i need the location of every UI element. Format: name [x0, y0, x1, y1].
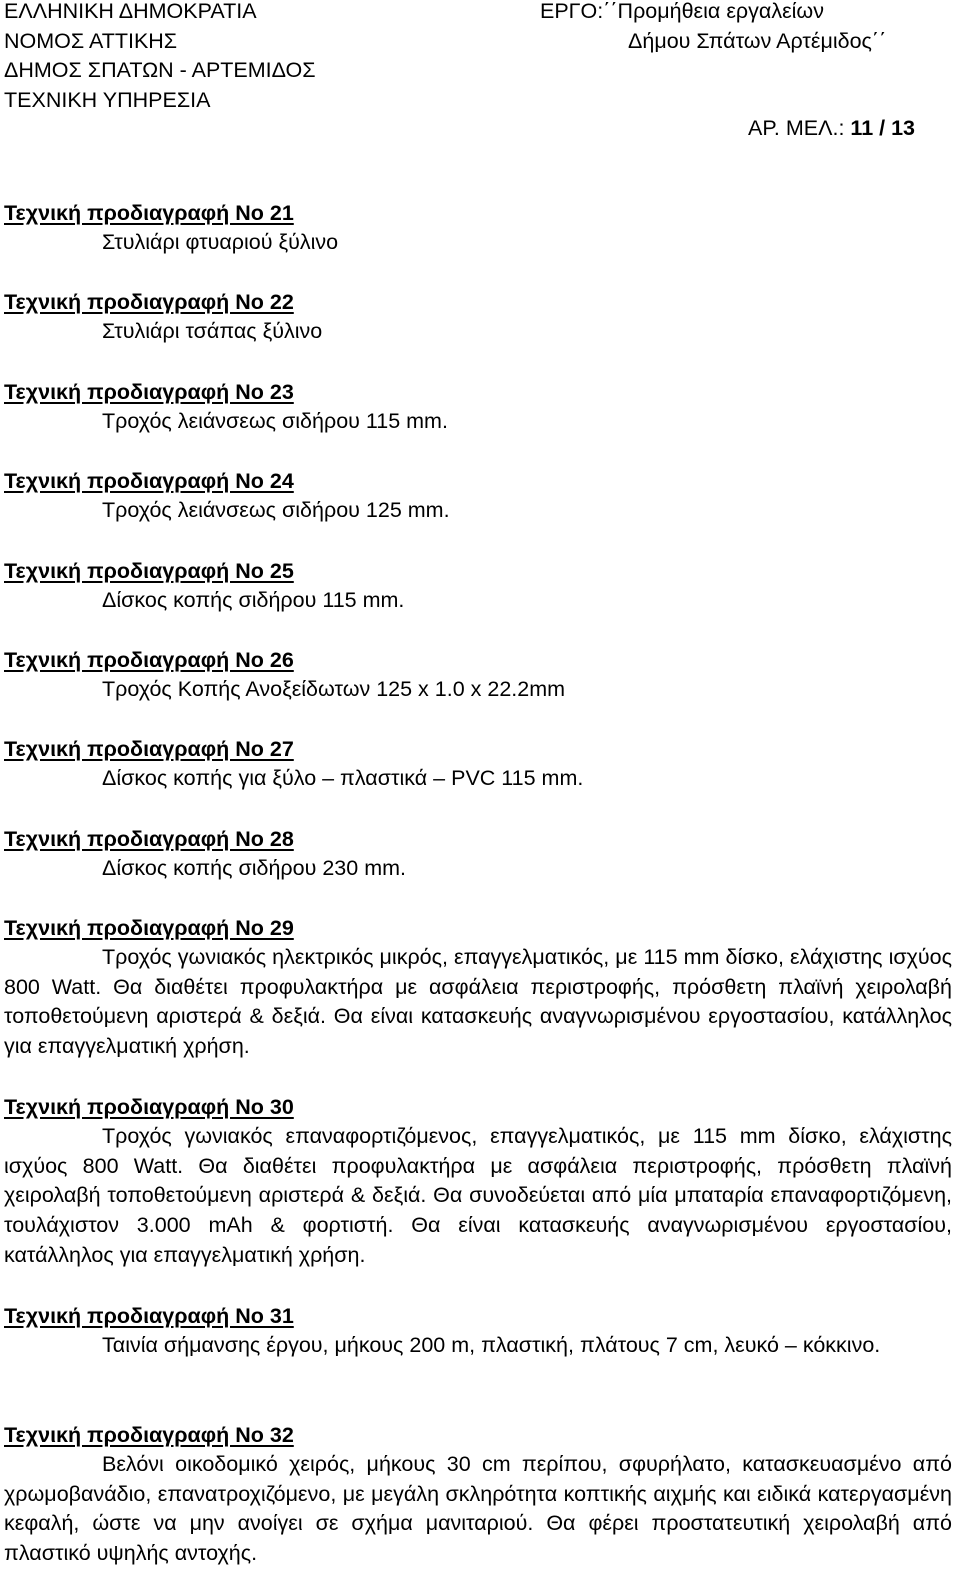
issuer-block: [4, 0, 316, 115]
issuer-line: ΤΕΧΝΙΚΗ ΥΠΗΡΕΣΙΑ: [4, 87, 211, 112]
spec-title: Τεχνική προδιαγραφή Νο 29: [4, 916, 294, 940]
spec-item: [4, 1301, 952, 1361]
spec-description: Στυλιάρι φτυαριού ξύλινο: [102, 230, 339, 254]
spec-item: [4, 913, 952, 1062]
spec-description: Τροχός λειάνσεως σιδήρου 125 mm.: [102, 498, 450, 522]
issuer-line: ΕΛΛΗΝΙΚΗ ΔΗΜΟΚΡΑΤΙΑ: [4, 0, 257, 23]
spec-item: [4, 824, 952, 884]
issuer-line: ΔΗΜΟΣ ΣΠΑΤΩΝ - ΑΡΤΕΜΙΔΟΣ: [4, 58, 316, 82]
project-title: ΕΡΓΟ:΄΄Προμήθεια εργαλείων: [540, 0, 824, 23]
spec-title: Τεχνική προδιαγραφή Νο 30: [4, 1095, 294, 1119]
spec-item: [4, 556, 952, 616]
spec-title: Τεχνική προδιαγραφή Νο 31: [4, 1304, 294, 1328]
spec-item: [4, 1420, 952, 1569]
spec-description: Βελόνι οικοδομικό χειρός, μήκους 30 cm περίπου, σφυρήλατο, κατασκευασμένο από χρωμοβανάδιο, επανατροχιζόμενο, με μεγάλη σκληρότητα κοπτικής αιχμής και ειδικά κατεργασμένη κεφαλή, ώστε να μην ανοίγει σε σχήμα μανιταριού. Θα φέρει προστατευτική χειρολαβή από πλαστικό υψηλής αντοχής.: [4, 1452, 952, 1566]
spec-title: Τεχνική προδιαγραφή Νο 22: [4, 290, 294, 314]
spec-title: Τεχνική προδιαγραφή Νο 28: [4, 827, 294, 851]
spec-description: Στυλιάρι τσάπας ξύλινο: [102, 319, 323, 343]
sheet-number: [748, 114, 915, 143]
spec-description: Τροχός γωνιακός ηλεκτρικός μικρός, επαγγελματικός, με 115 mm δίσκο, ελάχιστης ισχύος 800 Watt. Θα διαθέτει προφυλακτήρα με ασφάλεια περιστροφής, πρόσθετη πλαϊνή χειρολαβή τοποθετούμενη αριστερά & δεξιά. Θα είναι κατασκευής αναγνωρισμένου εργοστασίου, κατάλληλος για επαγγελματική χρήση.: [4, 945, 952, 1059]
spec-item: [4, 377, 952, 437]
spec-description: Δίσκος κοπής σιδήρου 230 mm.: [102, 856, 406, 880]
spec-title: Τεχνική προδιαγραφή Νο 25: [4, 559, 294, 583]
spec-item: [4, 645, 952, 705]
spec-description: Τροχός Κοπής Ανοξείδωτων 125 x 1.0 x 22.2mm: [102, 677, 566, 701]
spec-item: [4, 466, 952, 526]
spec-description: Ταινία σήμανσης έργου, μήκους 200 m, πλαστική, πλάτους 7 cm, λευκό – κόκκινο.: [102, 1333, 881, 1357]
spec-title: Τεχνική προδιαγραφή Νο 27: [4, 737, 294, 761]
spec-title: Τεχνική προδιαγραφή Νο 23: [4, 380, 294, 404]
spec-description: Δίσκος κοπής για ξύλο – πλαστικά – PVC 115 mm.: [102, 766, 584, 790]
spec-title: Τεχνική προδιαγραφή Νο 24: [4, 469, 294, 493]
spec-item: [4, 198, 952, 258]
spec-title: Τεχνική προδιαγραφή Νο 32: [4, 1423, 294, 1447]
spec-description: Τροχός γωνιακός επαναφορτιζόμενος, επαγγελματικός, με 115 mm δίσκο, ελάχιστης ισχύος 800 Watt. Θα διαθέτει προφυλακτήρα με ασφάλεια περιστροφής, πρόσθετη πλαϊνή χειρολαβή τοποθετούμενη αριστερά & δεξιά. Θα συνοδεύεται από μία μπαταρία επαναφορτιζόμενη, τουλάχιστον 3.000 mAh & φορτιστή. Θα είναι κατασκευής αναγνωρισμένου εργοστασίου, κατάλληλος για επαγγελματική χρήση.: [4, 1124, 952, 1267]
spec-title: Τεχνική προδιαγραφή Νο 26: [4, 648, 294, 672]
spec-description: Τροχός λειάνσεως σιδήρου 115 mm.: [102, 409, 448, 433]
spec-item: [4, 734, 952, 794]
issuer-line: ΝΟΜΟΣ ΑΤΤΙΚΗΣ: [4, 28, 178, 53]
spec-item: [4, 1092, 952, 1271]
spec-title: Τεχνική προδιαγραφή Νο 21: [4, 201, 294, 225]
project-block: [540, 0, 886, 56]
sheet-number-value: 11 / 13: [850, 116, 915, 140]
project-subtitle: Δήμου Σπάτων Αρτέμιδος΄΄: [628, 28, 887, 53]
sheet-number-label: ΑΡ. ΜΕΛ.:: [748, 116, 851, 140]
spec-description: Δίσκος κοπής σιδήρου 115 mm.: [102, 588, 405, 612]
spec-item: [4, 287, 952, 347]
